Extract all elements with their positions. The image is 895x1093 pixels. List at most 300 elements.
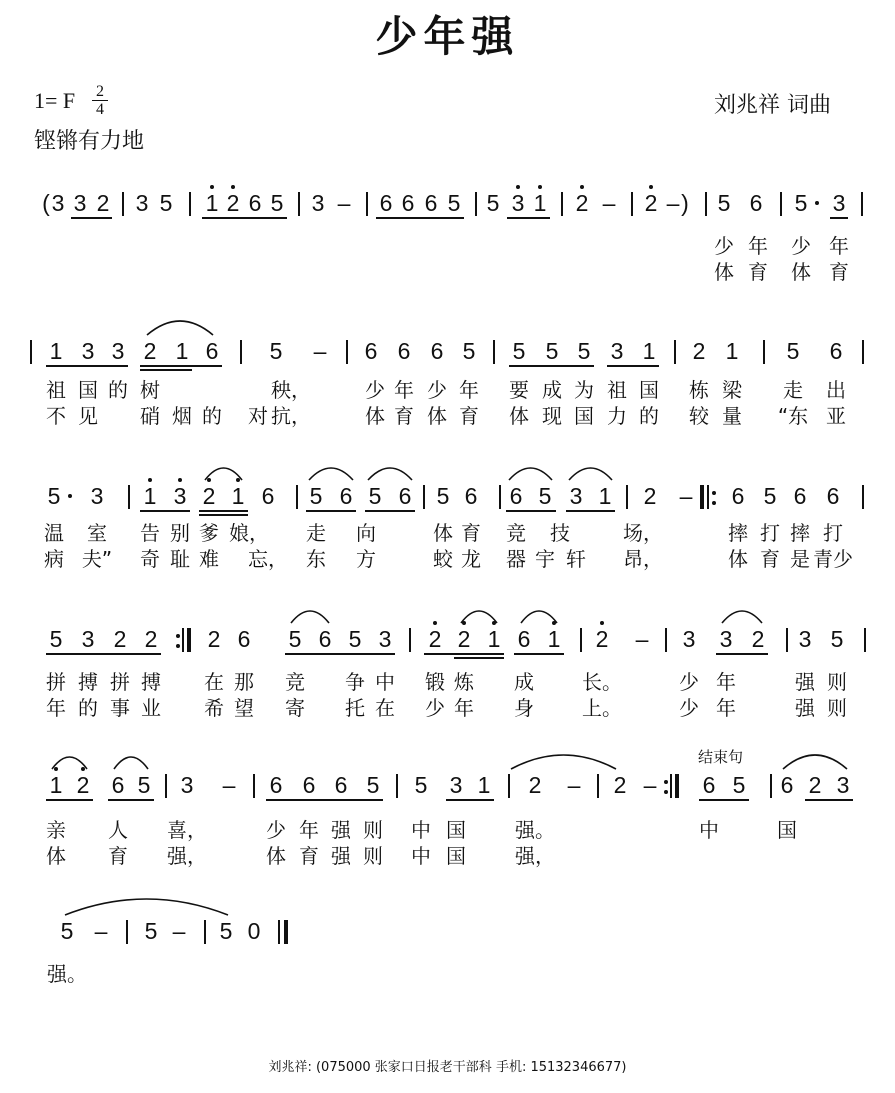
beam-underline bbox=[266, 799, 383, 801]
lyric-syllable: 则 bbox=[827, 670, 847, 694]
lyric-syllable: 青少 bbox=[813, 547, 853, 571]
note: 6 bbox=[269, 772, 283, 798]
note: 1 bbox=[598, 483, 612, 509]
note: 3 bbox=[610, 338, 624, 364]
lyric-syllable: 在 bbox=[375, 696, 395, 720]
note: 5 bbox=[309, 483, 323, 509]
contact-footer: 刘兆祥: (075000 张家口日报老干部科 手机: 15132346677) bbox=[268, 1060, 627, 1075]
barline bbox=[253, 774, 255, 798]
note: 6 bbox=[339, 483, 353, 509]
note: – bbox=[94, 918, 108, 944]
note: 6 bbox=[318, 626, 332, 652]
lyric-syllable: 打 bbox=[823, 521, 843, 545]
lyric-syllable: 锻 bbox=[425, 670, 445, 694]
note: ) bbox=[681, 190, 689, 216]
lyric-syllable: 国 bbox=[78, 378, 98, 402]
note: – bbox=[602, 190, 616, 216]
beam-underline bbox=[454, 657, 504, 659]
note: 6 bbox=[364, 338, 378, 364]
song-title: 少年强 bbox=[375, 12, 520, 61]
lyric-syllable: 育 bbox=[394, 404, 414, 428]
lyric-syllable: 宇 bbox=[535, 547, 555, 571]
octave-dot bbox=[600, 621, 604, 625]
lyric-syllable: 梁 bbox=[722, 378, 742, 402]
note: – bbox=[635, 626, 649, 652]
note: 5 bbox=[288, 626, 302, 652]
lyric-syllable: 要 bbox=[509, 378, 529, 402]
final-thick bbox=[284, 920, 288, 944]
note: 5 bbox=[144, 918, 158, 944]
lyric-syllable: 量 bbox=[722, 404, 742, 428]
lyric-syllable: 烟 bbox=[172, 404, 192, 428]
note: 2 bbox=[96, 190, 110, 216]
lyric-syllable: 为 bbox=[574, 378, 594, 402]
note: 6 bbox=[237, 626, 251, 652]
note: 3 bbox=[449, 772, 463, 798]
beam-underline bbox=[71, 217, 112, 219]
lyric-syllable: 成 bbox=[514, 670, 534, 694]
time-signature-top: 2 bbox=[96, 83, 104, 100]
barline bbox=[705, 192, 707, 216]
beam-underline bbox=[46, 365, 128, 367]
lyric-syllable: 是 bbox=[790, 547, 810, 571]
note: 3 bbox=[173, 483, 187, 509]
beam-underline bbox=[699, 799, 749, 801]
note: 5 bbox=[348, 626, 362, 652]
note: 5 bbox=[159, 190, 173, 216]
time-signature bbox=[92, 84, 108, 117]
lyric-syllable: 抗， bbox=[271, 404, 311, 428]
slur bbox=[721, 610, 763, 624]
lyric-syllable: 年 bbox=[299, 818, 319, 842]
barline bbox=[204, 920, 206, 944]
lyric-syllable: 年 bbox=[46, 696, 66, 720]
lyric-syllable: 栋 bbox=[689, 378, 709, 402]
lyric-syllable: 年 bbox=[716, 696, 736, 720]
lyric-syllable: 年 bbox=[829, 234, 849, 258]
key-signature: 1= F bbox=[34, 88, 76, 113]
repeat-dot bbox=[176, 644, 180, 648]
note: 3 bbox=[81, 626, 95, 652]
barline bbox=[861, 192, 863, 216]
lyrics-block-5 bbox=[0, 818, 895, 868]
lyric-syllable: 强。 bbox=[515, 818, 555, 842]
note: 2 bbox=[226, 190, 240, 216]
octave-dot bbox=[148, 478, 152, 482]
note: 6 bbox=[430, 338, 444, 364]
lyric-syllable: 长。 bbox=[582, 670, 622, 694]
slur bbox=[520, 610, 558, 624]
lyric-syllable: 育 bbox=[299, 844, 319, 868]
repeat-start-thick bbox=[700, 485, 704, 509]
note: 6 bbox=[780, 772, 794, 798]
lyric-syllable: 则 bbox=[363, 818, 383, 842]
lyrics-block-4 bbox=[0, 670, 895, 720]
lyric-syllable: 竞 bbox=[506, 521, 526, 545]
lyric-syllable: 少 bbox=[427, 378, 447, 402]
lyric-syllable: 育 bbox=[108, 844, 128, 868]
repeat-end-thin bbox=[182, 628, 184, 652]
note: 3 bbox=[111, 338, 125, 364]
lyric-syllable: 忘， bbox=[248, 547, 288, 571]
lyric-syllable: 炼 bbox=[454, 670, 474, 694]
octave-dot bbox=[580, 185, 584, 189]
note: 3 bbox=[51, 190, 65, 216]
note: 5 bbox=[447, 190, 461, 216]
lyric-syllable: 强， bbox=[167, 844, 207, 868]
octave-dot bbox=[649, 185, 653, 189]
barline bbox=[409, 628, 411, 652]
lyric-syllable: 体 bbox=[46, 844, 66, 868]
note: 1 bbox=[477, 772, 491, 798]
note: 3 bbox=[719, 626, 733, 652]
lyric-syllable: 年 bbox=[748, 234, 768, 258]
beam-underline bbox=[566, 510, 615, 512]
note: 6 bbox=[302, 772, 316, 798]
note: 5 bbox=[366, 772, 380, 798]
lyric-syllable: 事 bbox=[110, 696, 130, 720]
octave-dot bbox=[231, 185, 235, 189]
note: 5 bbox=[486, 190, 500, 216]
note: 5 bbox=[577, 338, 591, 364]
octave-dot bbox=[433, 621, 437, 625]
note: ( bbox=[42, 190, 50, 216]
beam-underline bbox=[446, 799, 494, 801]
note: 1 bbox=[642, 338, 656, 364]
beam-underline bbox=[140, 510, 190, 512]
note: 2 bbox=[76, 772, 90, 798]
lyric-syllable: 爹 bbox=[199, 521, 219, 545]
lyric-syllable: 奇 bbox=[140, 547, 160, 571]
note: 2 bbox=[144, 626, 158, 652]
lyric-syllable: 中 bbox=[699, 818, 719, 842]
note: – bbox=[567, 772, 581, 798]
barline bbox=[30, 340, 32, 364]
note: 6 bbox=[111, 772, 125, 798]
barline bbox=[631, 192, 633, 216]
barline bbox=[396, 774, 398, 798]
lyric-syllable: 体 bbox=[433, 521, 453, 545]
beam-underline bbox=[108, 799, 154, 801]
lyric-syllable: 喜， bbox=[167, 818, 207, 842]
lyric-syllable: 竞 bbox=[285, 670, 305, 694]
note: 6 bbox=[793, 483, 807, 509]
note: 6 bbox=[401, 190, 415, 216]
lyric-syllable: 现 bbox=[542, 404, 562, 428]
slur bbox=[64, 898, 229, 916]
note: 2 bbox=[113, 626, 127, 652]
note: – bbox=[172, 918, 186, 944]
barline bbox=[298, 192, 300, 216]
beam-underline bbox=[507, 217, 550, 219]
note: 1 bbox=[175, 338, 189, 364]
beam-underline bbox=[716, 653, 768, 655]
repeat-dot bbox=[712, 491, 716, 495]
lyric-syllable: 体 bbox=[365, 404, 385, 428]
lyric-syllable: 亲 bbox=[46, 818, 66, 842]
lyric-syllable: 体 bbox=[266, 844, 286, 868]
note: 3 bbox=[511, 190, 525, 216]
note: 2 bbox=[644, 190, 658, 216]
note: 6 bbox=[826, 483, 840, 509]
lyric-syllable: “东 bbox=[777, 404, 809, 428]
lyrics-block-1 bbox=[0, 234, 895, 284]
note: 1 bbox=[725, 338, 739, 364]
note: 1 bbox=[205, 190, 219, 216]
barline bbox=[126, 920, 128, 944]
barline bbox=[580, 628, 582, 652]
barline bbox=[864, 628, 866, 652]
note: 6 bbox=[398, 483, 412, 509]
barline bbox=[475, 192, 477, 216]
note: 2 bbox=[751, 626, 765, 652]
note: 3 bbox=[180, 772, 194, 798]
note: 5 bbox=[137, 772, 151, 798]
note: 5 bbox=[538, 483, 552, 509]
note: 6 bbox=[397, 338, 411, 364]
note: 6 bbox=[261, 483, 275, 509]
lyric-syllable: 年 bbox=[394, 378, 414, 402]
beam-underline bbox=[46, 653, 161, 655]
repeat-end-thick bbox=[187, 628, 191, 652]
note: 1 bbox=[231, 483, 245, 509]
lyric-syllable: 强。 bbox=[47, 962, 87, 986]
note: 6 bbox=[464, 483, 478, 509]
octave-dot bbox=[210, 185, 214, 189]
lyric-syllable: 室 bbox=[87, 521, 107, 545]
slur bbox=[508, 467, 553, 481]
barline bbox=[786, 628, 788, 652]
note: – bbox=[313, 338, 327, 364]
lyric-syllable: 国 bbox=[574, 404, 594, 428]
beam-underline bbox=[830, 217, 848, 219]
repeat-end-thick bbox=[675, 774, 679, 798]
lyric-syllable: 别 bbox=[170, 521, 190, 545]
lyric-syllable: 走 bbox=[306, 521, 326, 545]
note: 2 bbox=[595, 626, 609, 652]
lyric-syllable: 那 bbox=[234, 670, 254, 694]
note: 0 bbox=[247, 918, 261, 944]
lyric-syllable: 向 bbox=[356, 521, 376, 545]
lyric-syllable: 温 bbox=[44, 521, 64, 545]
tempo-marking: 铿锵有力地 bbox=[34, 129, 145, 154]
note: 1 bbox=[49, 772, 63, 798]
lyric-syllable: 体 bbox=[427, 404, 447, 428]
slur bbox=[290, 610, 330, 624]
lyric-syllable: 育 bbox=[459, 404, 479, 428]
lyric-syllable: 强 bbox=[331, 844, 351, 868]
barline bbox=[626, 485, 628, 509]
lyric-syllable: 国 bbox=[446, 844, 466, 868]
lyric-syllable: 祖 bbox=[46, 378, 66, 402]
note: 5 bbox=[270, 190, 284, 216]
note: 6 bbox=[517, 626, 531, 652]
note: – bbox=[666, 190, 680, 216]
note: 2 bbox=[143, 338, 157, 364]
note: 6 bbox=[205, 338, 219, 364]
lyric-syllable: 不 bbox=[46, 404, 66, 428]
lyric-syllable: 场， bbox=[623, 521, 663, 545]
note: 5 bbox=[49, 626, 63, 652]
lyric-syllable: 的 bbox=[108, 378, 128, 402]
lyric-syllable: 见 bbox=[78, 404, 98, 428]
barline bbox=[165, 774, 167, 798]
barline bbox=[597, 774, 599, 798]
slur bbox=[782, 754, 848, 770]
lyric-syllable: 托 bbox=[345, 696, 365, 720]
lyric-syllable: 技 bbox=[550, 521, 570, 545]
note: 1 bbox=[547, 626, 561, 652]
note: 6 bbox=[749, 190, 763, 216]
note: 3 bbox=[569, 483, 583, 509]
slur bbox=[460, 610, 498, 624]
barline bbox=[763, 340, 765, 364]
beam-underline bbox=[199, 514, 248, 516]
lyric-syllable: 轩 bbox=[566, 547, 586, 571]
lyric-syllable: 少 bbox=[714, 234, 734, 258]
barline bbox=[240, 340, 242, 364]
note: 1 bbox=[533, 190, 547, 216]
slur bbox=[308, 467, 354, 481]
note: 2 bbox=[613, 772, 627, 798]
beam-underline bbox=[424, 653, 504, 655]
lyric-syllable: 强， bbox=[515, 844, 555, 868]
octave-dot bbox=[178, 478, 182, 482]
note: 3 bbox=[832, 190, 846, 216]
lyric-syllable: 的 bbox=[78, 696, 98, 720]
repeat-dot bbox=[712, 501, 716, 505]
slur bbox=[510, 754, 617, 770]
lyric-syllable: 昂， bbox=[623, 547, 663, 571]
note: 5 bbox=[763, 483, 777, 509]
octave-dot bbox=[516, 185, 520, 189]
lyrics-block-6 bbox=[0, 962, 895, 988]
lyric-syllable: 方 bbox=[356, 547, 376, 571]
lyric-syllable: 望 bbox=[234, 696, 254, 720]
author-credit: 刘兆祥 词曲 bbox=[714, 93, 831, 118]
lyric-syllable: 育 bbox=[760, 547, 780, 571]
lyric-syllable: 国 bbox=[777, 818, 797, 842]
barline bbox=[561, 192, 563, 216]
note: 2 bbox=[457, 626, 471, 652]
lyric-syllable: 搏 bbox=[78, 670, 98, 694]
note: 3 bbox=[378, 626, 392, 652]
lyric-syllable: 寄 bbox=[285, 696, 305, 720]
note: 2 bbox=[808, 772, 822, 798]
note: 2 bbox=[207, 626, 221, 652]
lyric-syllable: 耻 bbox=[170, 547, 190, 571]
lyric-syllable: 祖 bbox=[607, 378, 627, 402]
lyric-syllable: 强 bbox=[331, 818, 351, 842]
lyric-syllable: 育 bbox=[829, 260, 849, 284]
note: 5 bbox=[269, 338, 283, 364]
lyric-syllable: 身 bbox=[514, 696, 534, 720]
slur bbox=[146, 320, 214, 336]
lyric-syllable: 国 bbox=[446, 818, 466, 842]
lyric-syllable: 育 bbox=[748, 260, 768, 284]
lyric-syllable: 年 bbox=[454, 696, 474, 720]
lyric-syllable: 东 bbox=[306, 547, 326, 571]
lyric-syllable: 摔 bbox=[790, 521, 810, 545]
final-thin bbox=[278, 920, 280, 944]
lyric-syllable: 较 bbox=[689, 404, 709, 428]
lyric-syllable: 在 bbox=[204, 670, 224, 694]
note: 2 bbox=[575, 190, 589, 216]
lyric-syllable: 少 bbox=[791, 234, 811, 258]
ending-annotation: 结束句 bbox=[698, 748, 744, 766]
note: 3 bbox=[836, 772, 850, 798]
note: 2 bbox=[202, 483, 216, 509]
lyric-syllable: 年 bbox=[459, 378, 479, 402]
lyric-syllable: 拼 bbox=[46, 670, 66, 694]
note: 5 bbox=[786, 338, 800, 364]
lyric-syllable: 业 bbox=[141, 696, 161, 720]
note: 3 bbox=[81, 338, 95, 364]
lyrics-block-3 bbox=[0, 521, 895, 571]
barline bbox=[780, 192, 782, 216]
barline bbox=[499, 485, 501, 509]
note: 5 bbox=[60, 918, 74, 944]
lyric-syllable: 争 bbox=[345, 670, 365, 694]
note: 6 bbox=[702, 772, 716, 798]
lyric-syllable: 摔 bbox=[728, 521, 748, 545]
barline bbox=[296, 485, 298, 509]
lyric-syllable: 人 bbox=[108, 818, 128, 842]
note: 6 bbox=[334, 772, 348, 798]
note: 5 bbox=[47, 483, 61, 509]
repeat-end-thin bbox=[670, 774, 672, 798]
beam-underline bbox=[365, 510, 415, 512]
barline bbox=[122, 192, 124, 216]
repeat-dot bbox=[176, 634, 180, 638]
note: – bbox=[222, 772, 236, 798]
lyric-syllable: 则 bbox=[827, 696, 847, 720]
lyric-syllable: 中 bbox=[411, 844, 431, 868]
lyric-syllable: 打 bbox=[760, 521, 780, 545]
lyric-syllable: 器 bbox=[506, 547, 526, 571]
barline bbox=[423, 485, 425, 509]
beam-underline bbox=[805, 799, 853, 801]
lyric-syllable: 少 bbox=[679, 696, 699, 720]
note: 3 bbox=[311, 190, 325, 216]
repeat-dot bbox=[664, 790, 668, 794]
note: – bbox=[679, 483, 693, 509]
lyric-syllable: 走 bbox=[783, 378, 803, 402]
lyric-syllable: 体 bbox=[509, 404, 529, 428]
beam-underline bbox=[46, 799, 93, 801]
note: 3 bbox=[798, 626, 812, 652]
note: 6 bbox=[379, 190, 393, 216]
beam-underline bbox=[285, 653, 395, 655]
note: 6 bbox=[731, 483, 745, 509]
note: 5 bbox=[830, 626, 844, 652]
lyrics-block-2 bbox=[0, 378, 895, 428]
lyric-syllable: 搏 bbox=[141, 670, 161, 694]
lyric-syllable: 拼 bbox=[110, 670, 130, 694]
beam-underline bbox=[140, 369, 192, 371]
augmentation-dot bbox=[68, 494, 72, 498]
barline bbox=[128, 485, 130, 509]
note: 2 bbox=[692, 338, 706, 364]
augmentation-dot bbox=[815, 201, 819, 205]
note: 5 bbox=[462, 338, 476, 364]
barline bbox=[346, 340, 348, 364]
lyric-syllable: 夫” bbox=[81, 547, 113, 571]
note: 3 bbox=[73, 190, 87, 216]
lyric-syllable: 蛟 bbox=[433, 547, 453, 571]
beam-underline bbox=[202, 217, 287, 219]
note: – bbox=[643, 772, 657, 798]
